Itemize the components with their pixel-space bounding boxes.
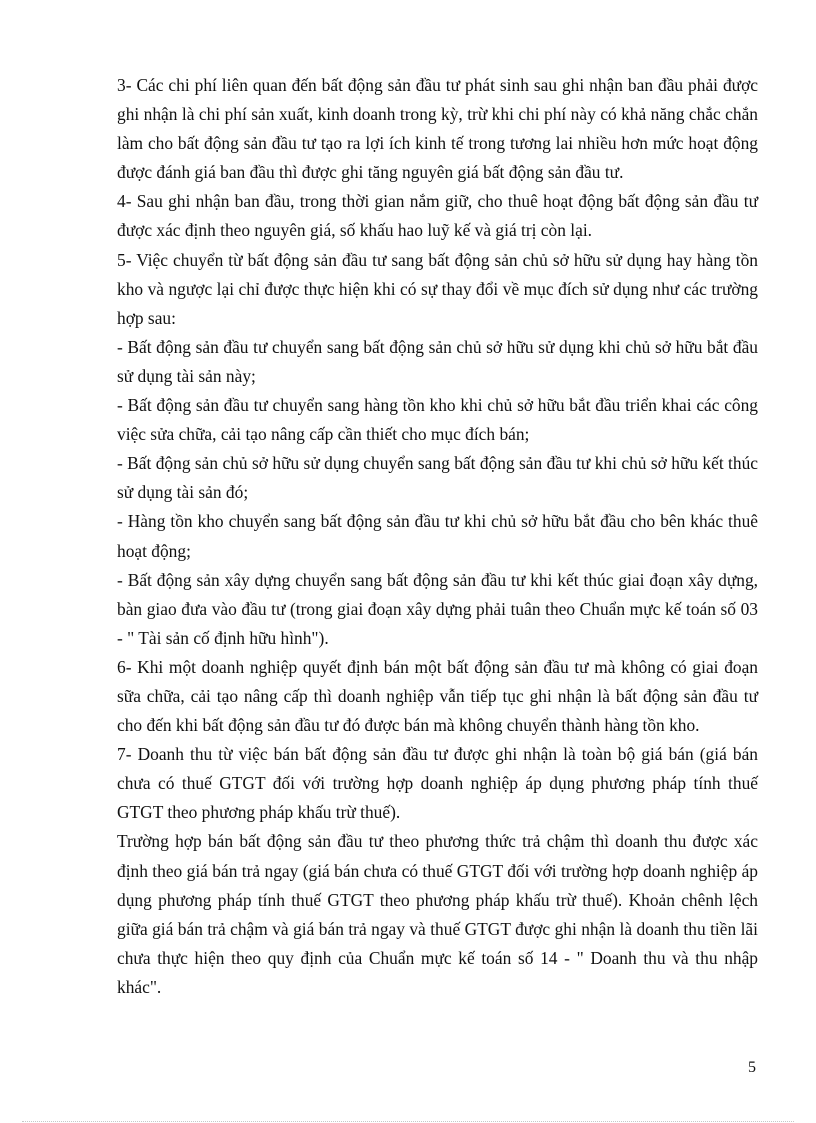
paragraph-transfer-case-end-owner-use: - Bất động sản chủ sở hữu sử dụng chuyển sang bất động sản đầu tư khi chủ sở hữu kết thúc sử dụng tài sản đó; (117, 453, 758, 503)
paragraph-measurement-after-recognition: 4- Sau ghi nhận ban đầu, trong thời gian nắm giữ, cho thuê hoạt động bất động sản đầu tư được xác định theo nguyên giá, số khấu hao luỹ kế và giá trị còn lại. (117, 191, 758, 241)
paragraph-deferred-payment: Trường hợp bán bất động sản đầu tư theo phương thức trả chậm thì doanh thu được xác định theo giá bán trả ngay (giá bán chưa có thuế GTGT đối với trường hợp doanh nghiệp áp dụng phương pháp tính thuế GTGT theo phương pháp khấu trừ thuế). Khoản chênh lệch giữa giá bán trả chậm và giá bán trả ngay và thuế GTGT được ghi nhận là doanh thu tiền lãi chưa thực hiện theo quy định của Chuẩn mực kế toán số 14 - " Doanh thu và thu nhập khác". (117, 831, 758, 997)
paragraph-revenue-from-sale: 7- Doanh thu từ việc bán bất động sản đầu tư được ghi nhận là toàn bộ giá bán (giá bán chưa có thuế GTGT đối với trường hợp doanh nghiệp áp dụng phương pháp tính thuế GTGT theo phương pháp khấu trừ thuế). (117, 744, 758, 823)
paragraph-transfer-case-owner-occupied: - Bất động sản đầu tư chuyển sang bất động sản chủ sở hữu sử dụng khi chủ sở hữu bắt đầu sử dụng tài sản này; (117, 336, 758, 386)
paragraph-sale-without-development: 6- Khi một doanh nghiệp quyết định bán một bất động sản đầu tư mà không có giai đoạn sữa chữa, cải tạo nâng cấp thì doanh nghiệp vẫn tiếp tục ghi nhận là bất động sản đầu tư cho đến khi bất động sản đầu tư đó được bán mà không chuyển thành hàng tồn kho. (117, 656, 758, 736)
page-number: 5 (748, 1059, 756, 1076)
paragraph-transfer-case-inventory: - Bất động sản đầu tư chuyển sang hàng tồn kho khi chủ sở hữu bắt đầu triển khai các công việc sửa chữa, cải tạo nâng cấp cần thiết cho mục đích bán; (117, 395, 758, 445)
paragraph-transfer-case-construction: - Bất động sản xây dựng chuyển sang bất động sản đầu tư khi kết thúc giai đoạn xây dựng, bàn giao đưa vào đầu tư (trong giai đoạn xây dựng phải tuân theo Chuẩn mực kế toán số 03 - " Tài sản cố định hữu hình"). (117, 569, 758, 648)
document-body (117, 71, 758, 1002)
paragraph-cost-after-recognition: 3- Các chi phí liên quan đến bất động sản đầu tư phát sinh sau ghi nhận ban đầu phải được ghi nhận là chi phí sản xuất, kinh doanh trong kỳ, trừ khi chi phí này có khả năng chắc chắn làm cho bất động sản đầu tư tạo ra lợi ích kinh tế trong tương lai nhiều hơn mức hoạt động được đánh giá ban đầu thì được ghi tăng nguyên giá bất động sản đầu tư. (117, 75, 758, 183)
paragraph-transfer-case-operating-lease: - Hàng tồn kho chuyển sang bất động sản đầu tư khi chủ sở hữu bắt đầu cho bên khác thuê hoạt động; (117, 511, 758, 561)
paragraph-transfers: 5- Việc chuyển từ bất động sản đầu tư sang bất động sản chủ sở hữu sử dụng hay hàng tồn kho và ngược lại chỉ được thực hiện khi có sự thay đổi về mục đích sử dụng như các trường hợp sau: (117, 249, 758, 328)
page-bottom-divider (22, 1121, 794, 1122)
